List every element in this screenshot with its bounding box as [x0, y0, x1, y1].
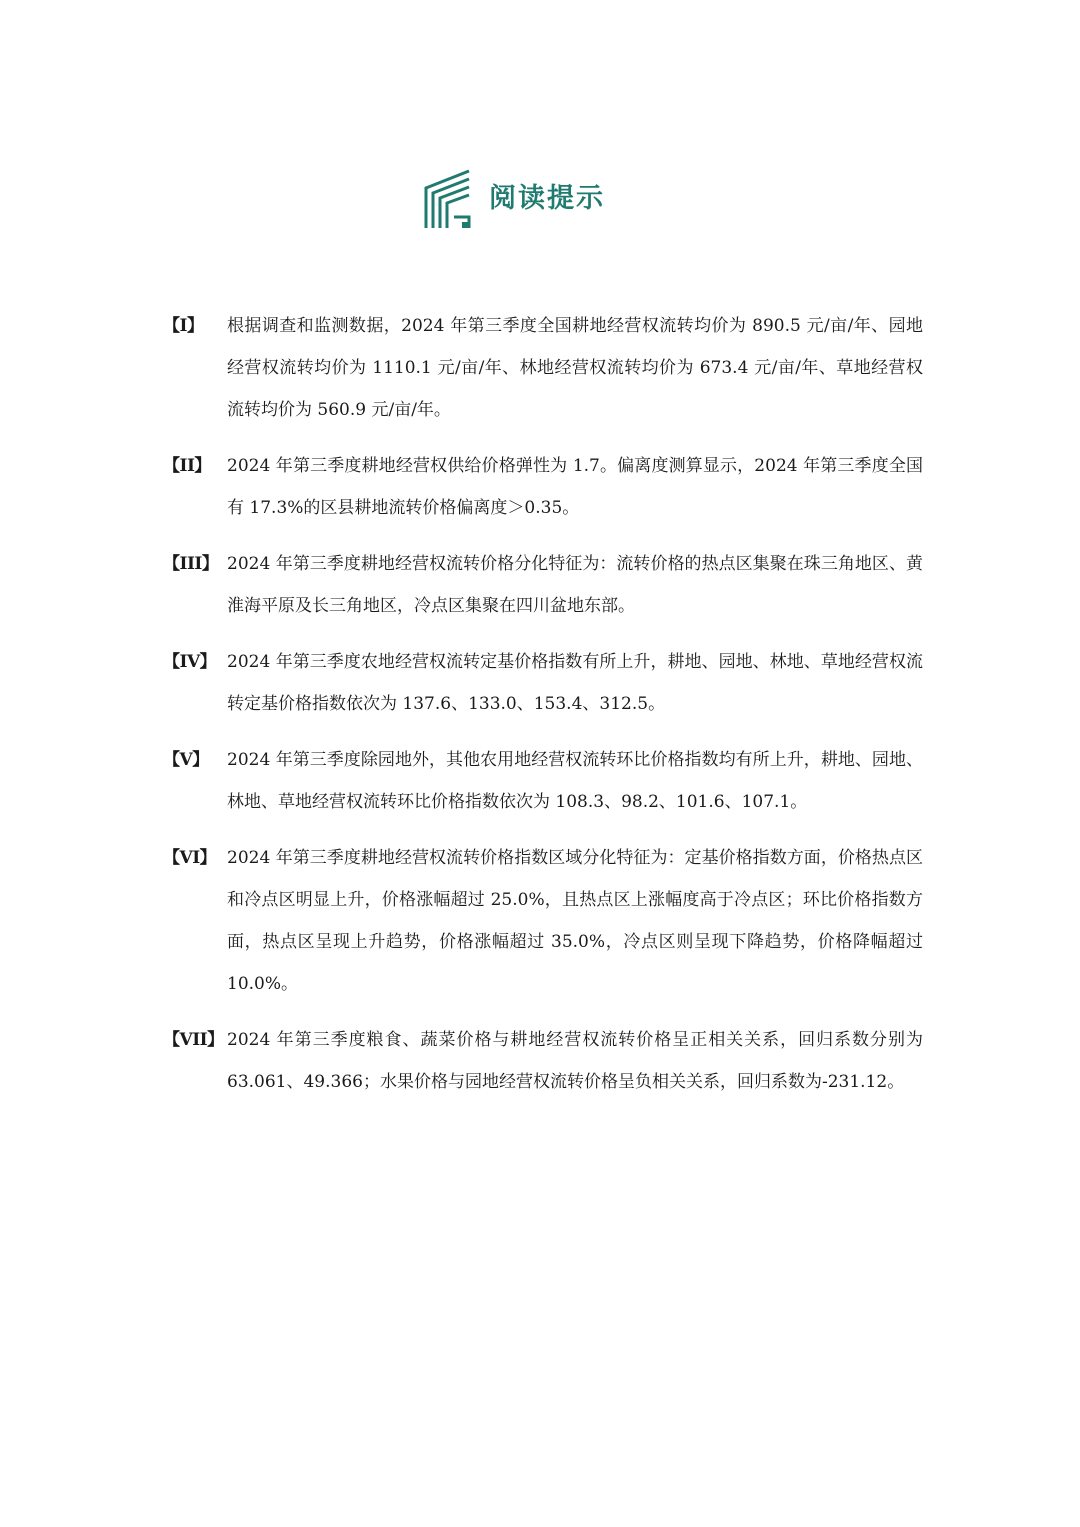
note-marker: 【VII】	[163, 1030, 224, 1050]
note-item	[163, 641, 923, 725]
note-item	[163, 305, 923, 431]
note-item	[163, 1019, 923, 1103]
note-marker: 【II】	[163, 456, 211, 476]
note-marker: 【IV】	[163, 652, 217, 672]
note-item	[163, 445, 923, 529]
note-text: 2024 年第三季度耕地经营权流转价格指数区域分化特征为：定基价格指数方面，价格热点区和冷点区明显上升，价格涨幅超过 25.0%，且热点区上涨幅度高于冷点区；环比价格指数方面，热点区呈现上升趋势，价格涨幅超过 35.0%，冷点区则呈现下降趋势，价格降幅超过 10.0%。	[227, 848, 923, 994]
note-text: 2024 年第三季度农地经营权流转定基价格指数有所上升，耕地、园地、林地、草地经营权流转定基价格指数依次为 137.6、133.0、153.4、312.5。	[227, 652, 923, 714]
note-marker: 【VI】	[163, 848, 217, 868]
note-marker: 【I】	[163, 316, 204, 336]
note-marker: 【III】	[163, 554, 219, 574]
note-text: 根据调查和监测数据，2024 年第三季度全国耕地经营权流转均价为 890.5 元/亩/年、园地经营权流转均价为 1110.1 元/亩/年、林地经营权流转均价为 673.4 元/亩/年、草地经营权流转均价为 560.9 元/亩/年。	[227, 316, 923, 420]
note-item	[163, 837, 923, 1005]
note-item	[163, 543, 923, 627]
note-text: 2024 年第三季度耕地经营权流转价格分化特征为：流转价格的热点区集聚在珠三角地区、黄淮海平原及长三角地区，冷点区集聚在四川盆地东部。	[227, 554, 923, 616]
note-text: 2024 年第三季度耕地经营权供给价格弹性为 1.7。偏离度测算显示，2024 年第三季度全国有 17.3%的区县耕地流转价格偏离度＞0.35。	[227, 456, 923, 518]
note-text: 2024 年第三季度粮食、蔬菜价格与耕地经营权流转价格呈正相关关系，回归系数分别为 63.061、49.366；水果价格与园地经营权流转价格呈负相关关系，回归系数为-231.12。	[227, 1030, 923, 1092]
note-marker: 【V】	[163, 750, 209, 770]
note-text: 2024 年第三季度除园地外，其他农用地经营权流转环比价格指数均有所上升，耕地、园地、林地、草地经营权流转环比价格指数依次为 108.3、98.2、101.6、107.1。	[227, 750, 923, 812]
reading-notes-list	[163, 305, 923, 1117]
stacked-arch-logo-icon	[423, 168, 473, 230]
page-header	[423, 168, 605, 230]
note-item	[163, 739, 923, 823]
page-title: 阅读提示	[489, 183, 605, 214]
